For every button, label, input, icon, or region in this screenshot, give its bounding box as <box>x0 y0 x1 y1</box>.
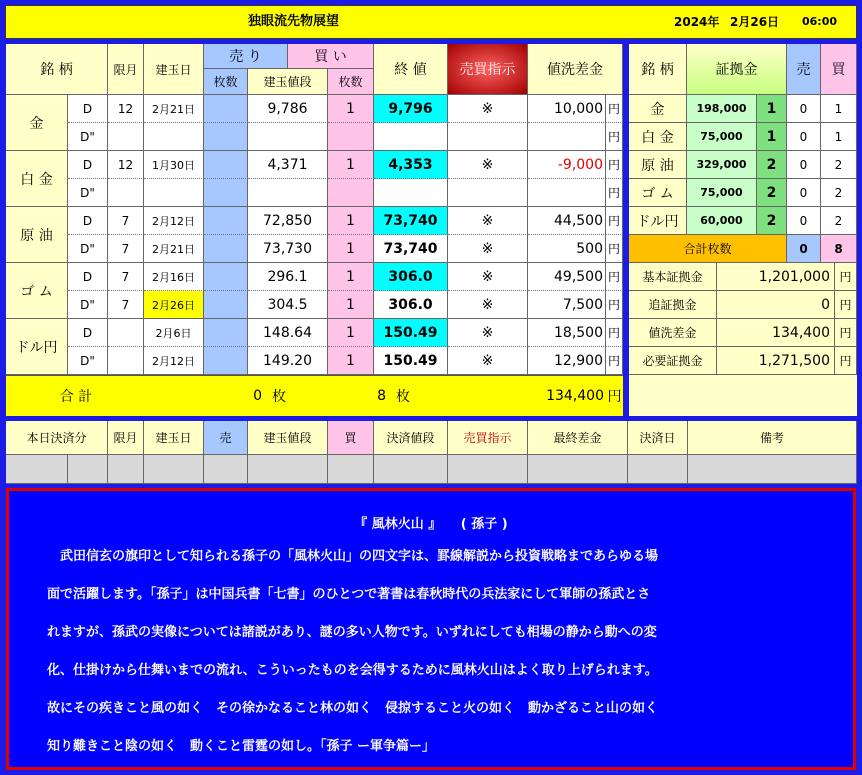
row-diff: 12,900 <box>528 347 606 375</box>
row-diff: 44,500 <box>528 207 606 235</box>
row-mark: ※ <box>448 263 528 291</box>
commentary-line: 化、仕掛けから仕舞いまでの流れ、こういったものを会得するために風林火山はよく取り上げられます。 <box>47 663 658 678</box>
row-diff: 18,500 <box>528 319 606 347</box>
row-unit: 円 <box>606 179 623 207</box>
settlement-cell <box>328 455 374 484</box>
row-price: 304.5 <box>248 291 328 319</box>
row-diff: -9,000 <box>528 151 606 179</box>
row-date: 2月12日 <box>144 347 204 375</box>
row-date: 2月21日 <box>144 95 204 123</box>
total-diff: 134,400 <box>546 387 604 404</box>
summary-unit: 円 <box>835 347 857 375</box>
margin-row-buy: 1 <box>821 95 857 123</box>
row-buy-qty: 1 <box>328 291 374 319</box>
commentary-line: 武田信玄の旗印として知られる孫子の「風林火山」の四文字は、罫線解説から投資戦略まであらゆる場 <box>47 549 659 564</box>
row-unit: 円 <box>606 291 623 319</box>
margin-row-amount: 75,000 <box>687 179 757 207</box>
margin-row-lot: 2 <box>757 179 787 207</box>
margin-row-lot: 2 <box>757 151 787 179</box>
row-mark: ※ <box>448 207 528 235</box>
row-close: 73,740 <box>374 207 448 235</box>
settlement-cell <box>108 455 144 484</box>
header-year: 2024年 <box>674 15 720 29</box>
row-sub: D <box>68 95 108 123</box>
margin-row-amount: 198,000 <box>687 95 757 123</box>
margin-row-sell: 0 <box>787 179 821 207</box>
row-unit: 円 <box>606 151 623 179</box>
settlement-cell <box>448 455 528 484</box>
row-sell-qty <box>204 95 248 123</box>
summary-value: 0 <box>717 291 835 319</box>
margin-row-name: 白 金 <box>629 123 687 151</box>
row-sell-qty <box>204 151 248 179</box>
margin-header-sell: 売 <box>787 44 821 95</box>
row-close: 9,796 <box>374 95 448 123</box>
row-sub: D" <box>68 291 108 319</box>
page-title: 独眼流先物展望 <box>247 14 339 29</box>
row-date <box>144 179 204 207</box>
summary-unit: 円 <box>835 291 857 319</box>
row-name: ゴ ム <box>6 263 68 319</box>
row-mark: ※ <box>448 291 528 319</box>
row-diff <box>528 123 606 151</box>
total-label: 合 計 <box>59 388 93 405</box>
col-header-diff: 値洗差金 <box>528 44 623 95</box>
summary-label: 値洗差金 <box>629 319 717 347</box>
row-name: 原 油 <box>6 207 68 263</box>
row-month <box>108 347 144 375</box>
header-date: 2月26日 <box>730 15 780 29</box>
row-unit: 円 <box>606 319 623 347</box>
summary-value: 134,400 <box>717 319 835 347</box>
row-price: 4,371 <box>248 151 328 179</box>
row-month: 7 <box>108 235 144 263</box>
col-header-month: 限月 <box>108 44 144 95</box>
commentary-line: 知り難きこと陰の如く 動くこと雷霆の如し。「孫子 ー軍争篇ー」 <box>47 739 436 754</box>
margin-row-name: ゴ ム <box>629 179 687 207</box>
row-date: 1月30日 <box>144 151 204 179</box>
settlement-header: 決済値段 <box>374 421 448 455</box>
row-close: 73,740 <box>374 235 448 263</box>
row-mark: ※ <box>448 235 528 263</box>
row-buy-qty <box>328 123 374 151</box>
col-header-buy: 買 い <box>288 44 374 69</box>
settlement-cell <box>528 455 628 484</box>
row-month <box>108 123 144 151</box>
settlement-cell <box>688 455 857 484</box>
col-header-sell-qty: 枚数 <box>204 69 248 95</box>
settlement-header: 建玉日 <box>144 421 204 455</box>
settlement-table <box>6 421 857 484</box>
row-mark: ※ <box>448 151 528 179</box>
row-month: 7 <box>108 263 144 291</box>
commentary-line: 面で活躍します。「孫子」は中国兵書「七書」のひとつで著書は春秋時代の兵法家にして軍師の孫武とさ <box>47 587 651 602</box>
row-close <box>374 179 448 207</box>
row-price: 148.64 <box>248 319 328 347</box>
settlement-cell <box>68 455 108 484</box>
total-lots-label: 合計枚数 <box>629 235 787 263</box>
row-month <box>108 179 144 207</box>
row-buy-qty: 1 <box>328 263 374 291</box>
summary-unit: 円 <box>835 319 857 347</box>
total-diff-unit: 円 <box>607 388 622 405</box>
row-sell-qty <box>204 263 248 291</box>
row-price <box>248 123 328 151</box>
row-unit: 円 <box>606 347 623 375</box>
row-diff <box>528 179 606 207</box>
row-sub: D" <box>68 347 108 375</box>
row-buy-qty: 1 <box>328 347 374 375</box>
row-month: 12 <box>108 151 144 179</box>
margin-row-sell: 0 <box>787 95 821 123</box>
col-header-instruction: 売買指示 <box>448 44 528 95</box>
margin-row-lot: 1 <box>757 123 787 151</box>
commentary-title: 『 風林火山 』 ( 孫子 ) <box>354 517 508 532</box>
summary-label: 必要証拠金 <box>629 347 717 375</box>
row-mark: ※ <box>448 347 528 375</box>
settlement-header: 最終差金 <box>528 421 628 455</box>
row-month: 7 <box>108 291 144 319</box>
margin-row-sell: 0 <box>787 123 821 151</box>
settlement-header: 決済日 <box>628 421 688 455</box>
settlement-cell <box>628 455 688 484</box>
settlement-cell <box>374 455 448 484</box>
col-header-date: 建玉日 <box>144 44 204 95</box>
commentary-box <box>6 488 856 770</box>
row-date: 2月6日 <box>144 319 204 347</box>
row-sell-qty <box>204 207 248 235</box>
settlement-cell <box>204 455 248 484</box>
row-buy-qty: 1 <box>328 95 374 123</box>
row-unit: 円 <box>606 123 623 151</box>
margin-row-amount: 75,000 <box>687 123 757 151</box>
settlement-cell <box>144 455 204 484</box>
row-date: 2月26日 <box>144 291 204 319</box>
row-price: 149.20 <box>248 347 328 375</box>
summary-label: 追証拠金 <box>629 291 717 319</box>
summary-value: 1,271,500 <box>717 347 835 375</box>
title-bar <box>5 5 857 39</box>
row-sub: D <box>68 263 108 291</box>
settlement-header: 限月 <box>108 421 144 455</box>
row-price: 73,730 <box>248 235 328 263</box>
row-mark <box>448 179 528 207</box>
row-sell-qty <box>204 291 248 319</box>
row-name: ドル円 <box>6 319 68 375</box>
row-mark: ※ <box>448 319 528 347</box>
total-buy-unit: 枚 <box>396 388 410 405</box>
settlement-cell <box>248 455 328 484</box>
settlement-header: 売 <box>204 421 248 455</box>
row-name: 金 <box>6 95 68 151</box>
settlement-header: 買 <box>328 421 374 455</box>
col-header-close: 終 値 <box>374 44 448 95</box>
settlement-header: 売買指示 <box>448 421 528 455</box>
row-diff: 7,500 <box>528 291 606 319</box>
margin-row-name: 原 油 <box>629 151 687 179</box>
row-unit: 円 <box>606 207 623 235</box>
row-buy-qty: 1 <box>328 207 374 235</box>
col-header-price: 建玉値段 <box>248 69 328 95</box>
row-price: 9,786 <box>248 95 328 123</box>
margin-row-name: ドル円 <box>629 207 687 235</box>
row-date: 2月12日 <box>144 207 204 235</box>
row-diff: 500 <box>528 235 606 263</box>
row-price: 296.1 <box>248 263 328 291</box>
margin-row-sell: 0 <box>787 151 821 179</box>
row-date: 2月16日 <box>144 263 204 291</box>
row-date <box>144 123 204 151</box>
row-diff: 10,000 <box>528 95 606 123</box>
total-lots-sell: 0 <box>787 235 821 263</box>
col-header-sell: 売 り <box>204 44 288 69</box>
row-mark: ※ <box>448 95 528 123</box>
row-sub: D" <box>68 123 108 151</box>
row-sub: D" <box>68 235 108 263</box>
row-close: 150.49 <box>374 347 448 375</box>
row-buy-qty: 1 <box>328 235 374 263</box>
commentary-line: 故にその疾きこと風の如く その徐かなること林の如く 侵掠すること火の如く 動かざること山の如く <box>47 701 659 716</box>
settlement-header: 建玉値段 <box>248 421 328 455</box>
row-close: 150.49 <box>374 319 448 347</box>
row-close <box>374 123 448 151</box>
row-sub: D" <box>68 179 108 207</box>
col-header-name: 銘 柄 <box>6 44 108 95</box>
margin-row-buy: 2 <box>821 151 857 179</box>
row-month: 7 <box>108 207 144 235</box>
margin-row-amount: 60,000 <box>687 207 757 235</box>
settlement-cell <box>6 455 68 484</box>
row-sell-qty <box>204 347 248 375</box>
margin-row-sell: 0 <box>787 207 821 235</box>
total-sell-unit: 枚 <box>272 388 286 405</box>
margin-row-amount: 329,000 <box>687 151 757 179</box>
header-time: 06:00 <box>802 15 838 28</box>
row-sell-qty <box>204 319 248 347</box>
margin-row-name: 金 <box>629 95 687 123</box>
total-lots-buy: 8 <box>821 235 857 263</box>
settlement-header: 備考 <box>688 421 857 455</box>
row-diff: 49,500 <box>528 263 606 291</box>
summary-unit: 円 <box>835 263 857 291</box>
row-close: 306.0 <box>374 291 448 319</box>
margin-row-buy: 2 <box>821 179 857 207</box>
row-close: 4,353 <box>374 151 448 179</box>
row-date: 2月21日 <box>144 235 204 263</box>
row-buy-qty <box>328 179 374 207</box>
row-mark <box>448 123 528 151</box>
summary-label: 基本証拠金 <box>629 263 717 291</box>
margin-row-buy: 2 <box>821 207 857 235</box>
row-sell-qty <box>204 179 248 207</box>
row-unit: 円 <box>606 95 623 123</box>
col-header-buy-qty: 枚数 <box>328 69 374 95</box>
margin-row-buy: 1 <box>821 123 857 151</box>
row-buy-qty: 1 <box>328 151 374 179</box>
row-sell-qty <box>204 123 248 151</box>
row-unit: 円 <box>606 263 623 291</box>
row-month <box>108 319 144 347</box>
margin-header-margin: 証拠金 <box>687 44 787 95</box>
summary-value: 1,201,000 <box>717 263 835 291</box>
row-sub: D <box>68 319 108 347</box>
margin-header-buy: 買 <box>821 44 857 95</box>
row-sub: D <box>68 207 108 235</box>
margin-row-lot: 1 <box>757 95 787 123</box>
row-sub: D <box>68 151 108 179</box>
settlement-header: 本日決済分 <box>6 421 108 455</box>
row-name: 白 金 <box>6 151 68 207</box>
total-buy: 8 <box>377 387 386 404</box>
margin-row-lot: 2 <box>757 207 787 235</box>
row-unit: 円 <box>606 235 623 263</box>
margin-header-name: 銘 柄 <box>629 44 687 95</box>
row-price <box>248 179 328 207</box>
row-price: 72,850 <box>248 207 328 235</box>
row-sell-qty <box>204 235 248 263</box>
commentary-line: れますが、孫武の実像については諸説があり、謎の多い人物です。いずれにしても相場の静から動への変 <box>47 625 657 640</box>
row-buy-qty: 1 <box>328 319 374 347</box>
total-sell: 0 <box>253 387 262 404</box>
row-close: 306.0 <box>374 263 448 291</box>
row-month: 12 <box>108 95 144 123</box>
positions-table <box>6 44 623 416</box>
margin-table <box>629 44 857 416</box>
